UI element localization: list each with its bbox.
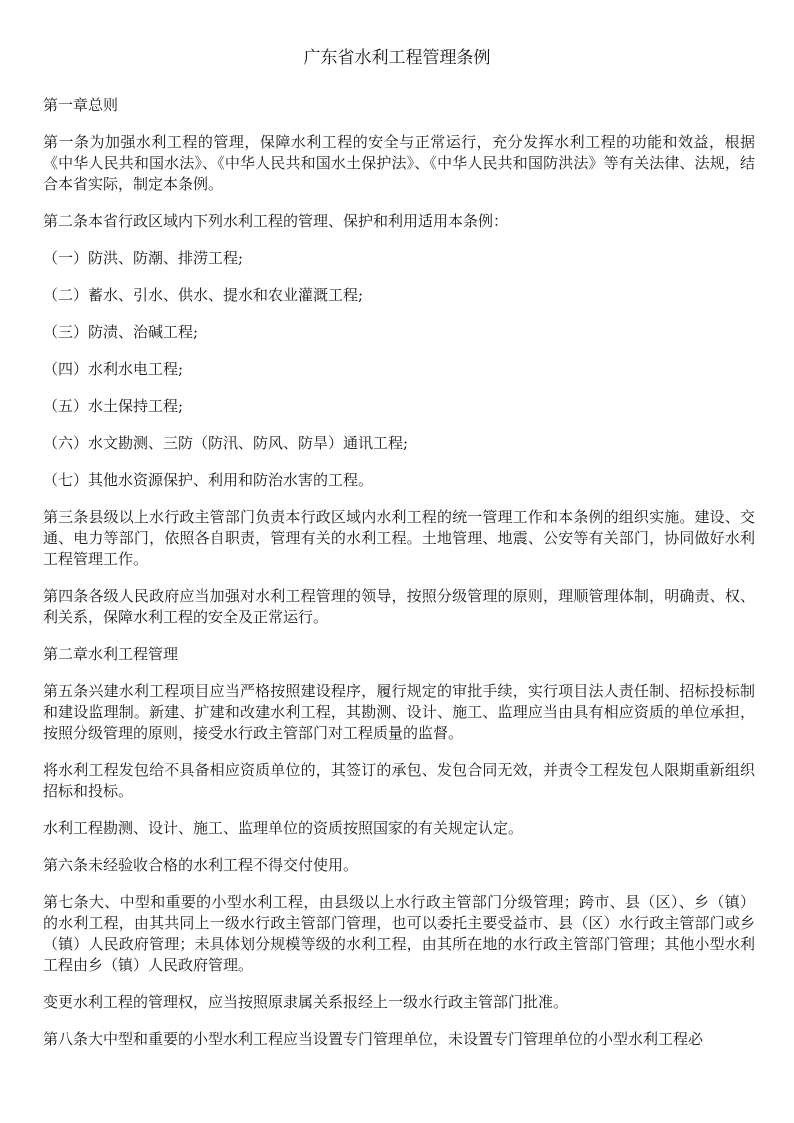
article-paragraph: 第三条县级以上水行政主管部门负责本行政区域内水利工程的统一管理工作和本条例的组织实施。建设、交通、电力等部门，依照各自职责，管理有关的水利工程。土地管理、地震、公安等有关部门，协同做好水利工程管理工作。 <box>43 508 755 568</box>
article-paragraph: 第七条大、中型和重要的小型水利工程，由县级以上水行政主管部门分级管理；跨市、县（区）、乡（镇）的水利工程，由其共同上一级水行政主管部门管理，也可以委托主要受益市、县（区）水行政主管部门或乡（镇）人民政府管理；未具体划分规模等级的水利工程，由其所在地的水行政主管部门管理；其他小型水利工程由乡（镇）人民政府管理。 <box>43 893 755 974</box>
article-paragraph: 水利工程勘测、设计、施工、监理单位的资质按照国家的有关规定认定。 <box>43 819 524 837</box>
list-item: （一）防洪、防潮、排涝工程; <box>43 249 244 267</box>
chapter-heading: 第二章水利工程管理 <box>43 645 179 663</box>
article-paragraph: 将水利工程发包给不具备相应资质单位的，其签订的承包、发包合同无效，并责令工程发包人限期重新组织招标和投标。 <box>43 761 755 800</box>
article-paragraph: 第八条大中型和重要的小型水利工程应当设置专门管理单位，未设置专门管理单位的小型水利工程必 <box>43 1030 704 1048</box>
list-item: （三）防渍、治碱工程; <box>43 323 199 341</box>
article-paragraph: 第四条各级人民政府应当加强对水利工程管理的领导，按照分级管理的原则，理顺管理体制，明确责、权、利关系，保障水利工程的安全及正常运行。 <box>43 587 755 626</box>
list-item: （六）水文勘测、三防（防汛、防风、防旱）通讯工程; <box>43 434 409 452</box>
article-paragraph: 第五条兴建水利工程项目应当严格按照建设程序，履行规定的审批手续，实行项目法人责任制、招标投标制和建设监理制。新建、扩建和改建水利工程，其勘测、设计、施工、监理应当由具有相应资质的单位承担，按照分级管理的原则，接受水行政主管部门对工程质量的监督。 <box>43 682 755 742</box>
article-paragraph: 变更水利工程的管理权，应当按照原隶属关系报经上一级水行政主管部门批准。 <box>43 993 569 1011</box>
list-item: （七）其他水资源保护、利用和防治水害的工程。 <box>43 471 374 489</box>
list-item: （五）水土保持工程; <box>43 397 184 415</box>
document-body <box>43 95 755 1066</box>
article-paragraph: 第一条为加强水利工程的管理，保障水利工程的安全与正常运行，充分发挥水利工程的功能和效益，根据《中华人民共和国水法》、《中华人民共和国水土保护法》、《中华人民共和国防洪法》等有关法律、法规，结合本省实际，制定本条例。 <box>43 133 755 193</box>
article-paragraph: 第二条本省行政区域内下列水利工程的管理、保护和利用适用本条例： <box>43 212 509 230</box>
list-item: （二）蓄水、引水、供水、提水和农业灌溉工程; <box>43 286 364 304</box>
article-paragraph: 第六条未经验收合格的水利工程不得交付使用。 <box>43 856 359 874</box>
document-title: 广东省水利工程管理条例 <box>303 48 491 68</box>
list-item: （四）水利水电工程; <box>43 360 184 378</box>
chapter-heading: 第一章总则 <box>43 96 119 114</box>
